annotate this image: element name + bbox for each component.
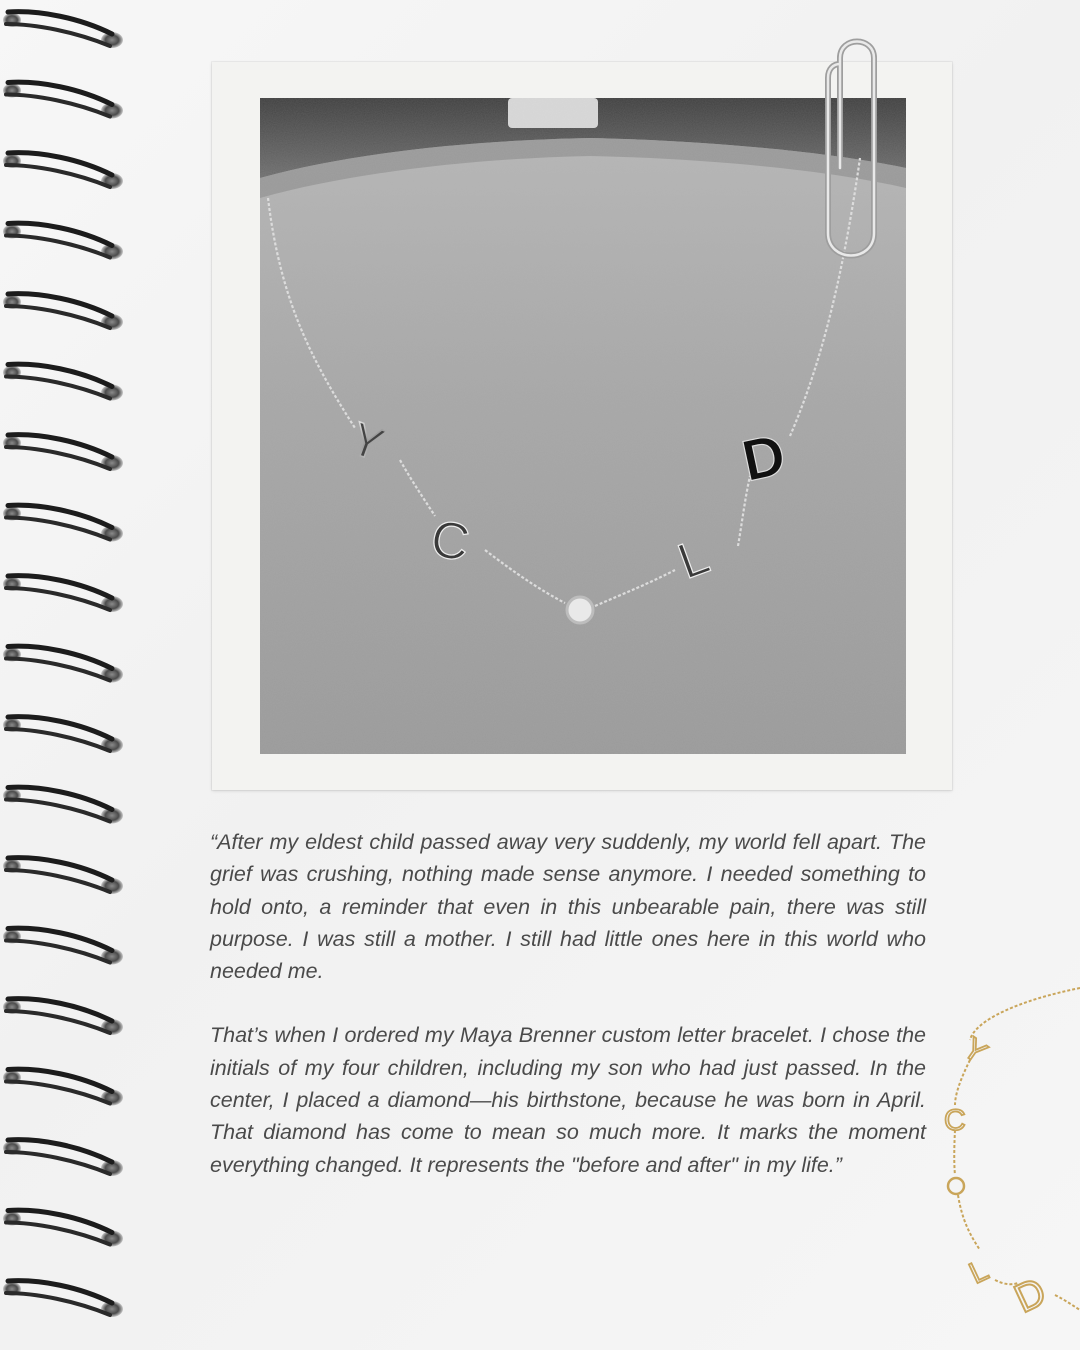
testimonial-paragraph-1: “After my eldest child passed away very suddenly, my world fell apart. The grief was crushing, nothing made sense anymore. I needed something to hold onto, a reminder that even in this unbearable pain, there was still purpose. I was still a mother. I still had little ones here in this world who needed me. xyxy=(210,830,926,984)
bracelet-letter-c: C xyxy=(944,1104,966,1137)
necklace-letter-c: C xyxy=(426,509,474,574)
gold-bracelet-image xyxy=(930,980,1080,1350)
bracelet-letter-y: Y xyxy=(957,1031,993,1071)
bracelet-letter-l: L xyxy=(964,1253,994,1291)
necklace-letter-y: Y xyxy=(344,411,391,472)
paperclip-icon xyxy=(812,18,892,268)
bracelet-letter-d: D xyxy=(1007,1269,1053,1322)
bracelet-diamond xyxy=(948,1178,964,1194)
testimonial-paragraph-2: That’s when I ordered my Maya Brenner custom letter bracelet. I chose the initials of my four children, including my son who had just passed. In the center, I placed a diamond—his birthstone, because he was born in April. That diamond has come to mean so much more. It marks the moment everything changed. It represents the "before and after" in my life.” xyxy=(210,1023,926,1177)
spiral-binding-icon xyxy=(0,0,140,1350)
necklace-photo xyxy=(260,98,906,754)
testimonial-quote xyxy=(210,826,926,1213)
necklace-letter-d: D xyxy=(736,421,792,495)
diamond-charm xyxy=(567,597,593,623)
necklace-letter-l: L xyxy=(670,527,717,590)
